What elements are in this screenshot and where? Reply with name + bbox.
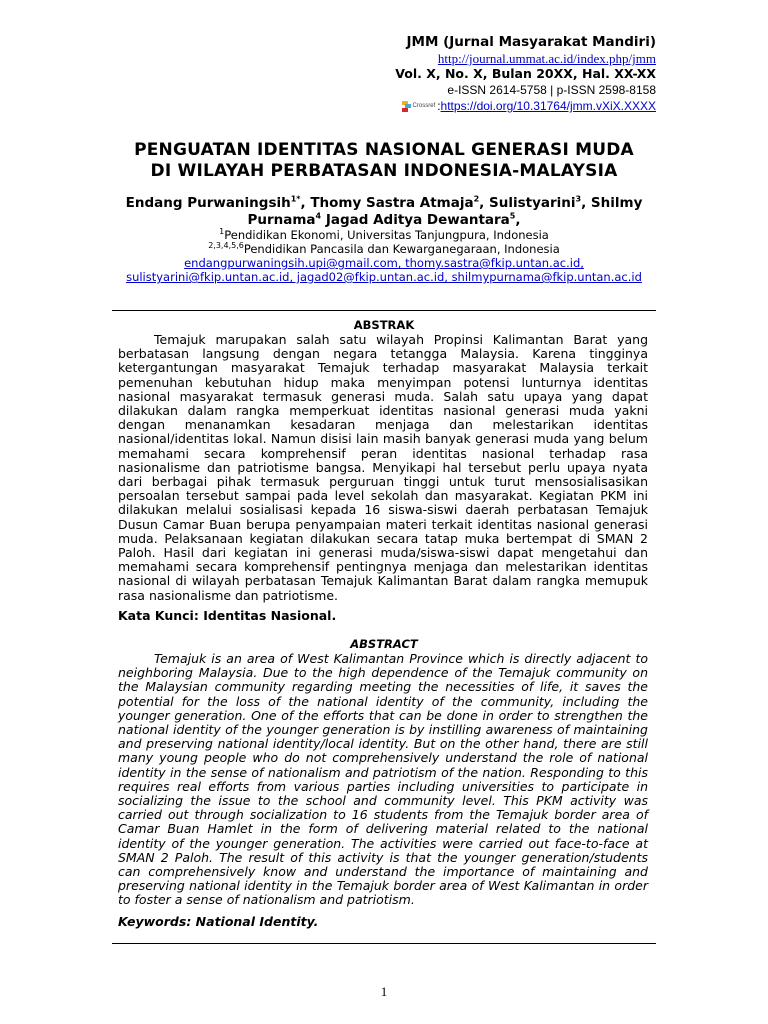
affiliation-2-sup: 2,3,4,5,6 [208,241,244,251]
author-3: , Sulistyarini [479,195,576,211]
volume-info: Vol. X, No. X, Bulan 20XX, Hal. XX-XX [395,66,656,81]
email-links-line-2[interactable]: sulistyarini@fkip.untan.ac.id, jagad02@fkip.untan.ac.id, shilmypurnama@fkip.untan.ac.id [126,270,642,284]
crossref-logo [402,98,436,114]
abstract-heading: ABSTRACT [350,637,418,651]
author-2: , Thomy Sastra Atmaja [300,195,474,211]
crossref-label: Crossref [412,103,436,109]
paper-title [112,140,656,182]
abstrak-body: Temajuk marupakan salah satu wilayah Propinsi Kalimantan Barat yang berbatasan langsung dengan negara tetangga Malaysia. Karena tingginya ketergantungan masyarakat Temajuk terhadap masyarakat Malaysia terkait pemenuhan kebutuhan hidup maka menyimpan potensi lunturnya identitas nasional masyarakat termasuk generasi muda. Salah satu upaya yang dapat dilakukan dalam rangka memperkuat identitas nasional generasi muda yakni dengan menanamkan kesadaran menjaga dan melestarikan identitas nasional/identitas lokal. Namun disisi lain masih banyak generasi muda yang belum memahami secara komprehensif peran identitas nasional terhadap rasa nasionalisme dan patriotisme bangsa. Menyikapi hal tersebut perlu upaya nyata dari berbagai pihak termasuk perguruan tinggi untuk turut mensosialisasikan persoalan tersebut sampai pada level sekolah dan masyarakat. Kegiatan PKM ini dilakukan melalui sosialisasi kepada 16 siswa-siswi daerah perbatasan Temajuk Dusun Camar Buan berupa penyampaian materi terkait identitas nasional generasi muda. Pelaksanaan kegiatan dilakukan secara tatap muka bertempat di SMAN 2 Paloh. Hasil dari kegiatan ini generasi muda/siswa-siswi dapat mengetahui dan memahami secara komprehensif pentingnya menjaga dan melestarikan identitas nasional di wilayah perbatasan Temajuk Kalimantan Barat dalam rangka memupuk rasa nasionalisme dan patriotisme. [118,332,648,603]
abstract-top-divider [112,310,656,311]
author-5-sup: 5 [509,211,516,221]
abstract-bottom-divider [112,943,656,944]
affiliations [112,228,656,284]
journal-url-link[interactable]: http://journal.ummat.ac.id/index.php/jmm [437,51,656,66]
doi-prefix: : [437,99,441,113]
kata-kunci: Kata Kunci: Identitas Nasional. [118,608,337,623]
author-list [112,195,656,229]
journal-name: JMM (Jurnal Masyarakat Mandiri) [406,34,656,50]
author-1: Endang Purwaningsih [125,195,291,211]
author-2-sup: 2 [473,194,480,204]
author-list-tail: , [515,212,521,228]
affiliation-2 [112,242,656,256]
journal-header [236,34,656,114]
issn-info: e-ISSN 2614-5758 | p-ISSN 2598-8158 [447,83,656,97]
author-4-sup: 4 [315,211,322,221]
title-line-1: PENGUATAN IDENTITAS NASIONAL GENERASI MUDA [134,140,634,160]
title-line-2: DI WILAYAH PERBATASAN INDONESIA-MALAYSIA [150,161,618,181]
affiliation-1-sup: 1 [219,227,225,237]
author-3-sup: 3 [575,194,582,204]
email-links-line-1[interactable]: endangpurwaningsih.upi@gmail.com, thomy.sastra@fkip.untan.ac.id, [184,256,584,270]
author-1-sup: 1* [290,194,301,204]
author-5: Jagad Aditya Dewantara [321,212,510,228]
author-4: , Shilmy Purnama [247,195,643,228]
affiliation-1 [112,228,656,242]
page-number: 1 [380,984,388,999]
keywords: Keywords: National Identity. [118,914,319,929]
doi-line [236,98,656,114]
abstract-body: Temajuk is an area of West Kalimantan Province which is directly adjacent to neighboring Malaysia. Due to the high dependence of the Temajuk community on the Malaysian community regarding meeting the necessities of life, it saves the potential for the loss of the national identity of the community, including the younger generation. One of the efforts that can be done in order to strengthen the national identity of the younger generation is by instilling awareness of maintaining and preserving national identity/local identity. But on the other hand, there are still many young people who do not comprehensively understand the role of national identity in the sense of nationalism and patriotism of the nation. Responding to this requires real efforts from various parties including universities to participate in socializing the issue to the school and community level. This PKM activity was carried out through socialization to 16 students from the Temajuk border area of Camar Buan Hamlet in the form of delivering material related to the national identity of the younger generation. The activities were carried out face-to-face at SMAN 2 Paloh. The result of this activity is that the younger generation/students can comprehensively know and understand the importance of maintaining and preserving national identity in the Temajuk border area of West Kalimantan in order to foster a sense of nationalism and patriotism. [118,651,648,908]
affiliation-2-text: Pendidikan Pancasila dan Kewarganegaraan, Indonesia [243,242,560,256]
abstrak-heading: ABSTRAK [353,318,415,332]
doi-link[interactable]: https://doi.org/10.31764/jmm.vXiX.XXXX [440,99,656,113]
affiliation-1-text: Pendidikan Ekonomi, Universitas Tanjungpura, Indonesia [224,228,549,242]
crossref-mark-icon [402,101,411,112]
